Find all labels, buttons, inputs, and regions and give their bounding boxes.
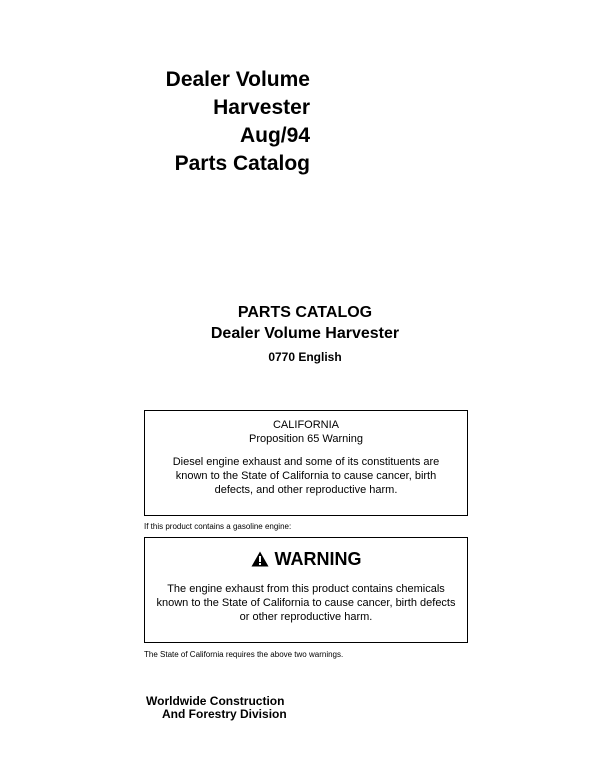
catalog-code-language: 0770 English <box>268 350 342 364</box>
warning-text: The engine exhaust from this product contains chemicals known to the State of California to cause cancer, birth defects or other reproductive harm. <box>156 583 456 623</box>
gasoline-note: If this product contains a gasoline engine: <box>144 522 292 531</box>
division-line-2: And Forestry Division <box>162 707 287 721</box>
prop65-state: CALIFORNIA <box>272 419 339 431</box>
warning-title: WARNING <box>274 549 362 569</box>
cover-title-line-2: Harvester <box>213 96 310 119</box>
cover-title-line-4: Parts Catalog <box>174 152 310 175</box>
footer-note: The State of California requires the above two warnings. <box>144 650 344 659</box>
catalog-subheading: Dealer Volume Harvester <box>210 325 400 342</box>
warning-box <box>144 537 468 643</box>
prop65-text: Diesel engine exhaust and some of its constituents are known to the State of California to cause cancer, birth defects, and other reproductive harm. <box>172 456 440 496</box>
division-name <box>146 695 287 721</box>
warning-header <box>145 548 467 570</box>
catalog-heading: PARTS CATALOG <box>237 304 373 321</box>
cover-title-line-3: Aug/94 <box>239 124 310 147</box>
prop65-box <box>144 410 468 516</box>
prop65-label: Proposition 65 Warning <box>249 433 363 445</box>
cover-title-line-1: Dealer Volume <box>165 68 310 91</box>
division-line-1: Worldwide Construction <box>146 694 285 708</box>
cover-title <box>100 66 310 178</box>
warning-triangle-icon <box>251 551 269 567</box>
